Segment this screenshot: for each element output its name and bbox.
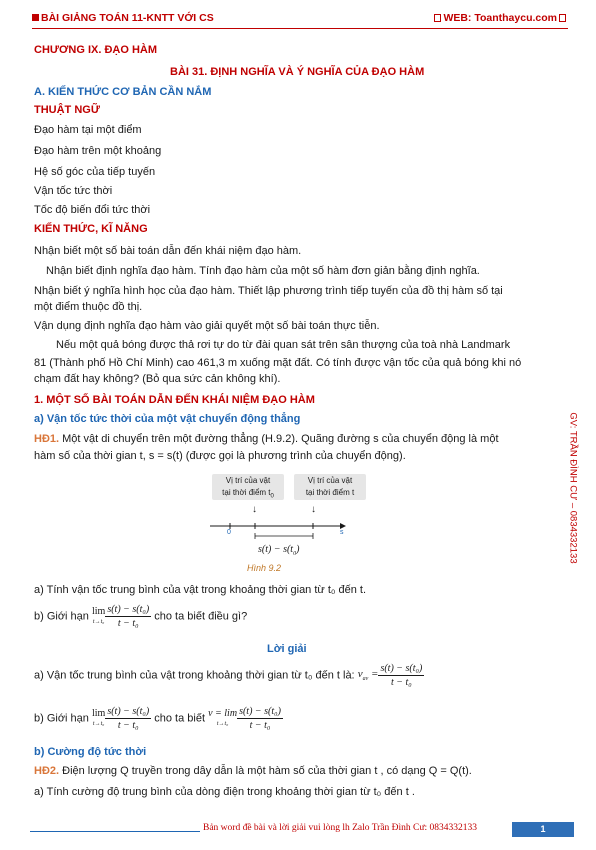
- box-icon: [434, 14, 441, 22]
- distance-label: $s(t) - s(t_0)$: [258, 544, 300, 557]
- skill-item: Nhận biết ý nghĩa hình học của đạo hàm. Thiết lập phương trình tiếp tuyến của đồ thị hàm số tại: [34, 285, 503, 297]
- section-1-heading: 1. MỘT SỐ BÀI TOÁN DẪN ĐẾN KHÁI NIỆM ĐẠO HÀM: [34, 394, 315, 406]
- hd2-text: Điện lượng Q truyền trong dây dẫn là một hàm số của thời gian t , có dạng Q = Q(t).: [59, 765, 472, 777]
- bullet-square-icon: [32, 14, 39, 21]
- term-item: Hệ số góc của tiếp tuyến: [34, 166, 156, 178]
- instant-velocity-limit: v = lim t→t₀: [208, 707, 238, 727]
- intro-line: chạm đất hay không? (Bỏ qua sức cản không khí).: [34, 373, 281, 385]
- hd2-label: HĐ2.: [34, 765, 60, 777]
- hd2-line: [34, 765, 472, 777]
- term-item: Vận tốc tức thời: [34, 185, 113, 197]
- header-right: [432, 12, 568, 24]
- question-a: a) Tính vận tốc trung bình của vật trong khoảng thời gian từ t₀ đến t.: [34, 584, 367, 596]
- intro-line: 81 (Thành phố Hồ Chí Minh) cao 461,3 m xuống mặt đất. Có tính được vận tốc của quả bóng khi nó: [34, 357, 522, 369]
- section-a-heading: A. KIẾN THỨC CƠ BẢN CẦN NẮM: [34, 86, 212, 98]
- subsection-a-heading: a) Vận tốc tức thời của một vật chuyển động thẳng: [34, 413, 301, 425]
- solution-a: a) Vận tốc trung bình của vật trong khoảng thời gian từ t₀ đến t là: $v_{av}$ = $\frac{\text{s(t) − s(t₀)}}{\text{t − t₀}}$: [34, 663, 423, 688]
- figure-caption: Hình 9.2: [247, 563, 282, 573]
- hd2-question-a: a) Tính cường độ trung bình của dòng điện trong khoảng thời gian từ t₀ đến t .: [34, 786, 415, 798]
- header-title: BÀI GIẢNG TOÁN 11-KNTT VỚI CS: [41, 12, 214, 24]
- header-divider: [32, 28, 568, 29]
- footer-text: Bản word đề bài và lời giải vui lòng lh Zalo Trần Đình Cư: 0834332133: [203, 823, 478, 833]
- hd1-line-1: [34, 433, 499, 445]
- term-item: Tốc độ biến đổi tức thời: [34, 204, 151, 216]
- intro-line: Nếu một quả bóng được thả rơi tự do từ đài quan sát trên sân thượng của toà nhà Landmark: [56, 339, 511, 351]
- difference-quotient: $\frac{\text{s(t) − s(t₀)}}{\text{t − t₀}}$: [107, 604, 150, 629]
- solution-b: b) Giới hạn lim t→t₀ $\frac{\text{s(t) − s(t₀)}}{\text{t − t₀}}$ cho ta biết v = lim t→t₀ $\frac{\text{s(t) − s(t₀)}}{\text{t − t₀}}$: [34, 706, 281, 731]
- arrow-down-icon: ↓: [252, 504, 257, 515]
- axis-s-label: s: [340, 529, 344, 536]
- difference-quotient: $\frac{\text{s(t) − s(t₀)}}{\text{t − t₀}}$: [107, 706, 150, 731]
- hd1-label: HĐ1.: [34, 433, 60, 445]
- term-item: Đạo hàm tại một điểm: [34, 124, 142, 136]
- subsection-b-heading: b) Cường độ tức thời: [34, 746, 147, 758]
- skill-item: Nhận biết định nghĩa đạo hàm. Tính đạo hàm của một số hàm đơn giản bằng định nghĩa.: [46, 265, 480, 277]
- skill-item: Vận dụng định nghĩa đạo hàm vào giải quyết một số bài toán thực tiễn.: [34, 320, 380, 332]
- footer-divider: [30, 831, 200, 832]
- limit-operator: lim t→t₀: [91, 707, 106, 727]
- header-left: [32, 12, 214, 24]
- side-author-label: GV: TRẦN ĐÌNH CƯ – 0834332133: [567, 412, 579, 564]
- box-icon: [559, 14, 566, 22]
- bubble-position-t0: Vị trí của vật tại thời điểm $t_0$: [212, 474, 284, 500]
- bubble-position-t: Vị trí của vật tại thời điểm t: [294, 474, 366, 500]
- skills-heading: KIẾN THỨC, KĨ NĂNG: [34, 223, 148, 235]
- instant-velocity-fraction: $\frac{\text{s(t) − s(t₀)}}{\text{t − t₀}}$: [239, 706, 281, 731]
- page-number: 1: [512, 822, 574, 837]
- header-web: WEB: Toanthaycu.com: [443, 12, 557, 24]
- figure-9-2: [200, 474, 400, 578]
- page-header: [32, 12, 568, 28]
- lesson-title: BÀI 31. ĐỊNH NGHĨA VÀ Ý NGHĨA CỦA ĐẠO HÀM: [170, 66, 425, 78]
- limit-operator: lim t→t₀: [91, 605, 106, 625]
- arrow-down-icon: ↓: [311, 504, 316, 515]
- question-b: b) Giới hạn lim t→t₀ $\frac{\text{s(t) − s(t₀)}}{\text{t − t₀}}$ cho ta biết điều gì?: [34, 604, 248, 629]
- skill-item: một điểm thuộc đồ thị.: [34, 301, 143, 313]
- terms-heading: THUẬT NGỮ: [34, 104, 100, 116]
- hd1-text: Một vật di chuyển trên một đường thẳng (H.9.2). Quãng đường s của chuyển động là một: [59, 433, 499, 445]
- term-item: Đạo hàm trên một khoảng: [34, 145, 162, 157]
- chapter-title: CHƯƠNG IX. ĐẠO HÀM: [34, 44, 158, 56]
- hd1-line-2: hàm số của thời gian t, s = s(t) (được gọi là phương trình của chuyển động).: [34, 450, 406, 462]
- skill-item: Nhận biết một số bài toán dẫn đến khái niệm đạo hàm.: [34, 245, 302, 257]
- axis-zero-label: 0: [227, 529, 231, 536]
- solution-heading: Lời giải: [267, 643, 307, 655]
- average-velocity-fraction: $\frac{\text{s(t) − s(t₀)}}{\text{t − t₀}}$: [380, 663, 423, 688]
